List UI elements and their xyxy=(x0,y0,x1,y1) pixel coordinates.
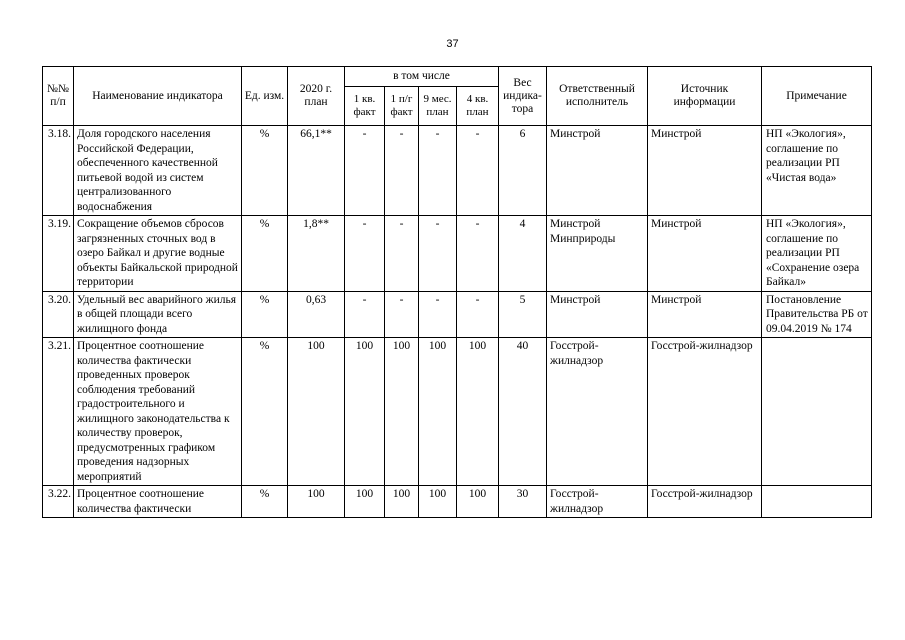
q4-cell: 100 xyxy=(457,486,499,518)
note-cell: НП «Экология», соглашение по реализации РП «Чистая вода» xyxy=(762,126,872,216)
h1-cell: - xyxy=(385,291,419,338)
h1-cell: - xyxy=(385,216,419,292)
q4-cell: - xyxy=(457,126,499,216)
q1-cell: - xyxy=(345,291,385,338)
q4-cell: - xyxy=(457,291,499,338)
table-row xyxy=(43,216,872,292)
row-number: 3.18. xyxy=(43,126,74,216)
source-cell: Минстрой xyxy=(648,126,762,216)
indicator-name: Процентное соотношение количества фактически xyxy=(74,486,242,518)
note-cell xyxy=(762,338,872,486)
row-number: 3.22. xyxy=(43,486,74,518)
header-responsible: Ответственный исполнитель xyxy=(547,67,648,126)
responsible-cell: Госстрой-жилнадзор xyxy=(547,486,648,518)
indicator-name: Удельный вес аварийного жилья в общей площади всего жилищного фонда xyxy=(74,291,242,338)
weight-cell: 5 xyxy=(499,291,547,338)
unit-cell: % xyxy=(242,291,288,338)
h1-cell: 100 xyxy=(385,338,419,486)
header-weight: Вес индика-тора xyxy=(499,67,547,126)
indicator-name: Сокращение объемов сбросов загрязненных сточных вод в озеро Байкал и другие водные объекты Байкальской природной территории xyxy=(74,216,242,292)
row-number: 3.19. xyxy=(43,216,74,292)
weight-cell: 30 xyxy=(499,486,547,518)
header-name: Наименование индикатора xyxy=(74,67,242,126)
m9-cell: 100 xyxy=(419,338,457,486)
indicator-name: Доля городского населения Российской Федерации, обеспеченного качественной питьевой водой из систем централизованного водоснабжения xyxy=(74,126,242,216)
table-row xyxy=(43,338,872,486)
plan-cell: 66,1** xyxy=(288,126,345,216)
source-cell: Минстрой xyxy=(648,216,762,292)
source-cell: Госстрой-жилнадзор xyxy=(648,486,762,518)
indicator-name: Процентное соотношение количества фактически проведенных проверок соблюдения требований градостроительного и жилищного законодательства к количеству проверок, предусмотренных графиком проведения надзорных мероприятий xyxy=(74,338,242,486)
header-plan: 2020 г. план xyxy=(288,67,345,126)
note-cell xyxy=(762,486,872,518)
unit-cell: % xyxy=(242,216,288,292)
unit-cell: % xyxy=(242,126,288,216)
q1-cell: 100 xyxy=(345,338,385,486)
row-number: 3.20. xyxy=(43,291,74,338)
header-num: №№ п/п xyxy=(43,67,74,126)
q1-cell: - xyxy=(345,126,385,216)
responsible-cell: Госстрой-жилнадзор xyxy=(547,338,648,486)
header-including: в том числе xyxy=(345,67,499,87)
header-9m: 9 мес. план xyxy=(419,87,457,126)
q4-cell: 100 xyxy=(457,338,499,486)
weight-cell: 4 xyxy=(499,216,547,292)
q4-cell: - xyxy=(457,216,499,292)
m9-cell: 100 xyxy=(419,486,457,518)
q1-cell: 100 xyxy=(345,486,385,518)
m9-cell: - xyxy=(419,216,457,292)
responsible-cell: Минстрой xyxy=(547,126,648,216)
row-number: 3.21. xyxy=(43,338,74,486)
m9-cell: - xyxy=(419,126,457,216)
table-row xyxy=(43,291,872,338)
header-h1: 1 п/г факт xyxy=(385,87,419,126)
responsible-cell: Минстрой xyxy=(547,291,648,338)
table-row xyxy=(43,486,872,518)
note-cell: Постановление Правительства РБ от 09.04.2019 № 174 xyxy=(762,291,872,338)
h1-cell: 100 xyxy=(385,486,419,518)
header-note: Примечание xyxy=(762,67,872,126)
h1-cell: - xyxy=(385,126,419,216)
plan-cell: 100 xyxy=(288,486,345,518)
m9-cell: - xyxy=(419,291,457,338)
indicators-table xyxy=(42,66,872,518)
table-row xyxy=(43,126,872,216)
weight-cell: 40 xyxy=(499,338,547,486)
header-q4: 4 кв. план xyxy=(457,87,499,126)
page-number: 37 xyxy=(446,38,459,50)
unit-cell: % xyxy=(242,486,288,518)
unit-cell: % xyxy=(242,338,288,486)
header-unit: Ед. изм. xyxy=(242,67,288,126)
header-source: Источник информации xyxy=(648,67,762,126)
note-cell: НП «Экология», соглашение по реализации РП «Сохранение озера Байкал» xyxy=(762,216,872,292)
plan-cell: 1,8** xyxy=(288,216,345,292)
plan-cell: 100 xyxy=(288,338,345,486)
header-q1: 1 кв. факт xyxy=(345,87,385,126)
source-cell: Госстрой-жилнадзор xyxy=(648,338,762,486)
plan-cell: 0,63 xyxy=(288,291,345,338)
responsible-cell: Минстрой Минприроды xyxy=(547,216,648,292)
source-cell: Минстрой xyxy=(648,291,762,338)
weight-cell: 6 xyxy=(499,126,547,216)
q1-cell: - xyxy=(345,216,385,292)
